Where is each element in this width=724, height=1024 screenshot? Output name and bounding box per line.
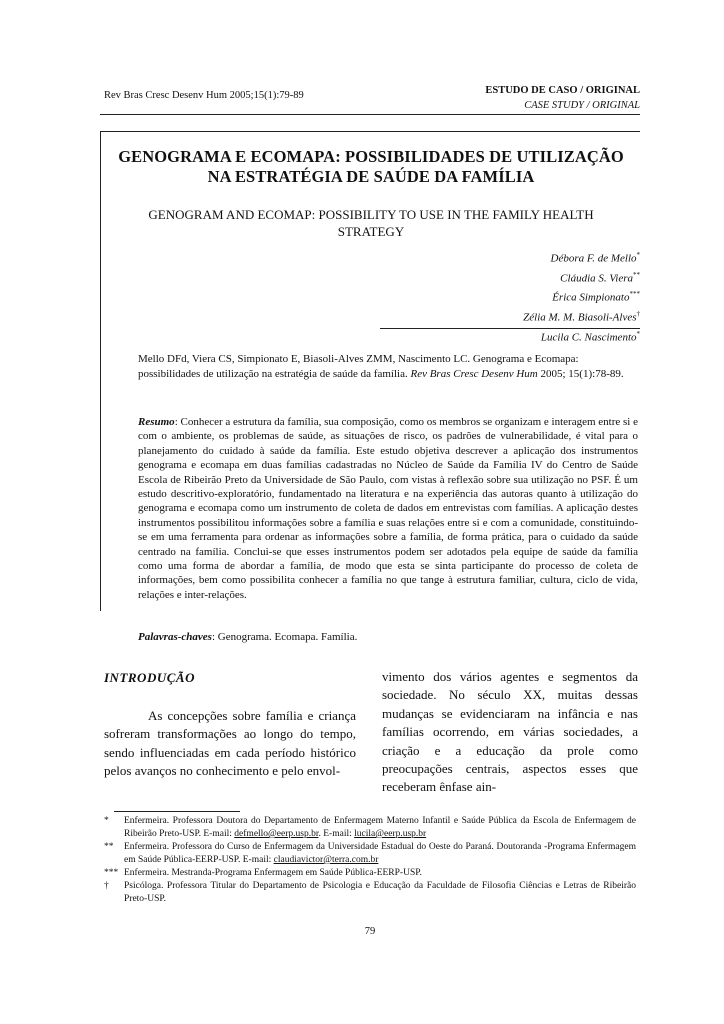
- article-type-pt: ESTUDO DE CASO / ORIGINAL: [485, 85, 640, 96]
- article-title-line2: NA ESTRATÉGIA DE SAÚDE DA FAMÍLIA: [207, 167, 535, 186]
- body-column-right: vimento dos vários agentes e segmentos da sociedade. No século XX, muitas dessas mudanças se evidenciaram na infância e nas famílias ocorrendo, em várias sociedades, a criação e a educação da prole como preocupações centrais, aspectos esses que receberam ênfase ain-: [382, 669, 638, 795]
- author: Débora F. de Mello*: [550, 251, 640, 265]
- body-column-left: [104, 707, 356, 781]
- footnote-rule: [114, 811, 240, 812]
- author: Érica Simpionato***: [552, 290, 640, 304]
- journal-reference: Rev Bras Cresc Desenv Hum 2005;15(1):79-89: [104, 90, 304, 101]
- citation: Mello DFd, Viera CS, Simpionato E, Biasoli-Alves ZMM, Nascimento LC. Genograma e Ecomapa: possibilidades de utilização na estratégia de saúde da família. Rev Bras Cresc Desenv Hum 2005; 15(1):78-89.: [138, 353, 624, 380]
- footnote: † Psicóloga. Professora Titular do Departamento de Psicologia e Educação da Faculdade de Filosofia Ciências e Letras de Ribeirão Preto-USP.: [104, 881, 636, 904]
- article-title-line1: GENOGRAMA E ECOMAPA: POSSIBILIDADES DE UTILIZAÇÃO: [118, 147, 624, 166]
- header-rule: [100, 114, 640, 115]
- abstract-label: Resumo: [138, 416, 175, 428]
- title-frame-top: [100, 131, 640, 132]
- keywords: [138, 631, 638, 643]
- author-list: [523, 247, 640, 345]
- email-link[interactable]: defmello@eerp.usp.br: [234, 829, 319, 839]
- article-title: [104, 147, 638, 187]
- abstract: [138, 415, 638, 602]
- body-paragraph: As concepções sobre família e criança sofreram transformações ao longo do tempo, sendo influenciadas em cada período histórico pelos avanços no conhecimento e pelo envol-: [104, 708, 356, 779]
- title-frame-left: [100, 131, 101, 611]
- footnote: *** Enfermeira. Mestranda-Programa Enfermagem em Saúde Pública-EERP-USP.: [104, 868, 422, 878]
- keywords-label: Palavras-chaves: [138, 631, 212, 643]
- article-type-en: CASE STUDY / ORIGINAL: [524, 100, 640, 111]
- keywords-text: : Genograma. Ecomapa. Família.: [211, 631, 358, 643]
- footnote: ** Enfermeira. Professora do Curso de Enfermagem da Universidade Estadual do Oeste do Paraná. Doutoranda -Programa Enfermagem em Saúde Pública-EERP-USP. E-mail: claudiavictor@terra.com.br: [104, 842, 636, 865]
- author: Cláudia S. Viera**: [560, 270, 640, 285]
- article-title-english-line2: STRATEGY: [337, 224, 405, 239]
- article-title-english-line1: GENOGRAM AND ECOMAP: POSSIBILITY TO USE IN THE FAMILY HEALTH: [148, 207, 594, 222]
- author: Lucila C. Nascimento*: [540, 329, 640, 344]
- article-title-english: [104, 206, 638, 240]
- footnote: * Enfermeira. Professora Doutora do Departamento de Enfermagem Materno Infantil e Saúde Pública da Escola de Enfermagem de Ribeirão Preto-USP. E-mail: defmello@eerp.usp.br. E-mail: lucila@eerp.usp.br: [104, 816, 636, 839]
- abstract-text: : Conhecer a estrutura da família, sua composição, como os membros se organizam e interagem entre si e com o ambiente, os problemas de saúde, as situações de risco, os padrões de vulnerabilidade, é vital para o planejamento do cuidado à saúde da família. Este estudo objetiva descrever a aplicação dos instrumentos genograma e ecomapa em duas famílias cadastradas no Núcleo de Saúde da Família IV do Centro de Saúde Escola de Ribeirão Preto da Universidade de São Paulo, com vistas à reflexão sobre sua utilização no PSF. É um estudo descritivo-exploratório, fundamentado na literatura e na experiência das autoras quanto à utilização do genograma e ecomapa como um instrumento de coleta de dados em entrevistas com famílias. A aplicação destes instrumentos possibilitou informações sobre a família e suas relações entre si e com a comunidade, constituindo-se em uma ferramenta para ordenar as informações sobre a família, de forma prática, para o cuidado da saúde centrado na família. Conclui-se que esses instrumentos podem ser adotados pela equipe de saúde da família como uma forma de abordar a família, de modo que esta se sinta participante do processo de coleta de informações, bem como possibilita conhecer a família no que tange à estrutura familiar, cultura, ciclo de vida, relações e inter-relações.: [138, 416, 638, 601]
- page-number: 79: [364, 926, 376, 937]
- author: Zélia M. M. Biasoli-Alves†: [523, 309, 640, 324]
- email-link[interactable]: claudiavictor@terra.com.br: [273, 855, 379, 865]
- section-heading: INTRODUÇÃO: [104, 670, 195, 685]
- email-link[interactable]: lucila@eerp.usp.br: [354, 829, 427, 839]
